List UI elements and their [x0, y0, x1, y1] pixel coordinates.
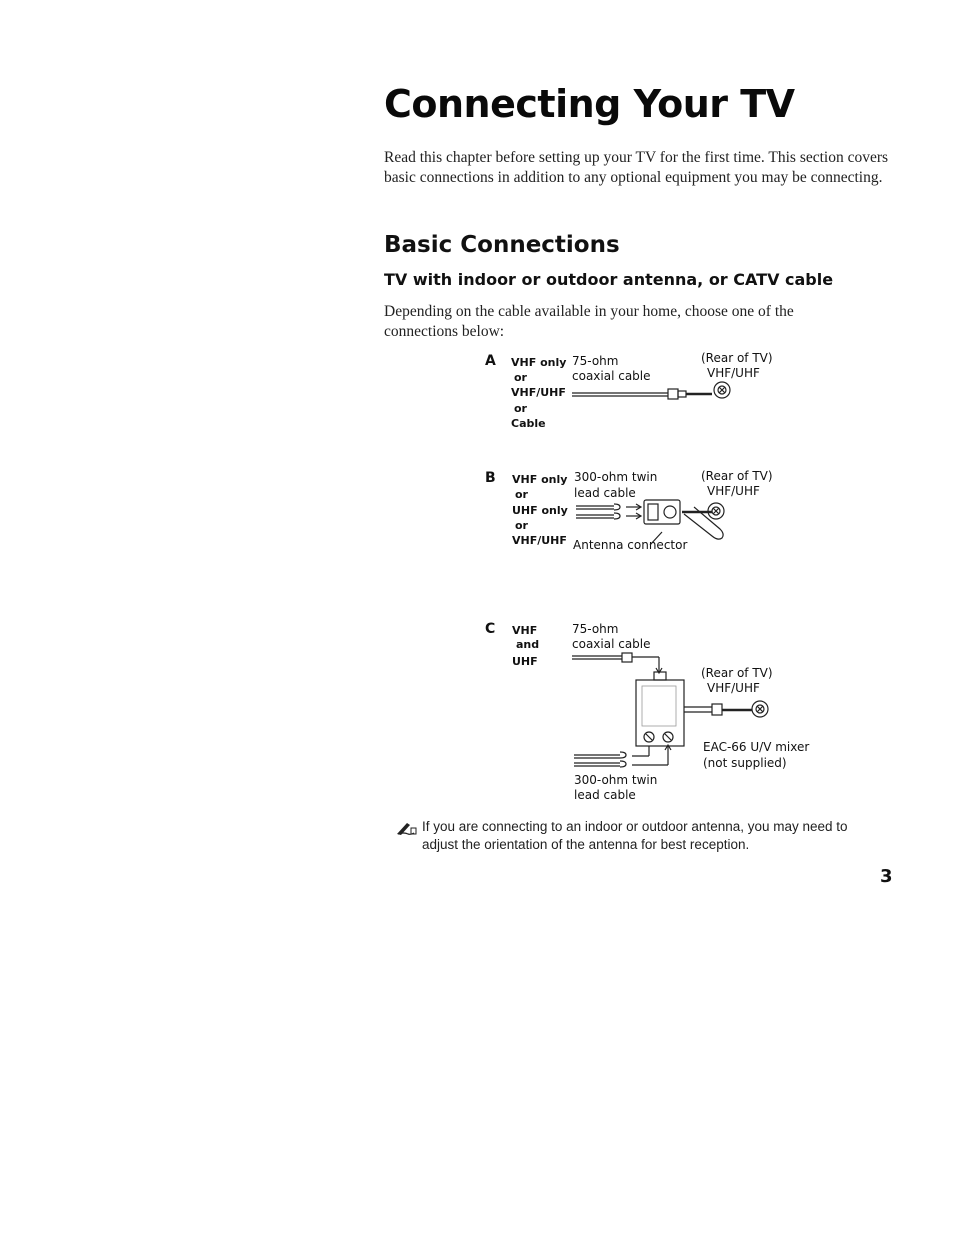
intro-paragraph: Read this chapter before setting up your TV for the first time. This section covers basic connections in addition to any optional equipment you may be connecting. [384, 149, 889, 186]
page-title: Connecting Your TV [384, 82, 795, 126]
diagram-c-letter: C [485, 621, 496, 637]
choose-paragraph: Depending on the cable available in your home, choose one of the connections below: [384, 303, 794, 340]
note-pencil-icon [395, 820, 417, 836]
diagram-c-mixer-label-1: EAC-66 U/V mixer [703, 740, 810, 754]
diagram-b-source-2: or [515, 488, 528, 501]
diagram-c-terminal-icon [752, 701, 768, 717]
diagram-a-letter: A [485, 353, 496, 369]
diagram-b-rear-label: (Rear of TV) [701, 469, 773, 483]
diagram-a-cable-label-2: coaxial cable [572, 369, 651, 383]
diagram-a-source-3: VHF/UHF [511, 386, 566, 399]
diagram-b-source-5: VHF/UHF [512, 534, 567, 547]
diagram-b-source-3: UHF only [512, 504, 568, 517]
section-heading: Basic Connections [384, 232, 620, 258]
diagram-b-source-1: VHF only [512, 473, 568, 486]
diagram-c-twin-label-2: lead cable [574, 788, 636, 802]
diagram-c-terminal-label: VHF/UHF [707, 681, 760, 695]
diagram-b-letter: B [485, 470, 496, 486]
diagram-c-coax-input [572, 653, 662, 673]
diagram-a-source-5: Cable [511, 417, 546, 430]
diagram-a-source-2: or [514, 371, 527, 384]
diagram-b-cable-label-1: 300-ohm twin [574, 470, 658, 484]
diagram-c-twin-lead [574, 745, 671, 767]
page-number: 3 [880, 866, 893, 887]
diagram-b-terminal-label: VHF/UHF [707, 484, 760, 498]
diagram-a-terminal-icon [714, 382, 730, 398]
subsection-heading: TV with indoor or outdoor antenna, or CATV cable [384, 270, 834, 289]
diagram-b-cable-label-2: lead cable [574, 486, 636, 500]
diagram-a-coax-cable [572, 389, 712, 399]
diagram-b-connector-label: Antenna connector [573, 538, 688, 552]
diagram-c-cable-label-2: coaxial cable [572, 637, 651, 651]
diagram-c-twin-label-1: 300-ohm twin [574, 773, 658, 787]
diagram-b-twin-lead [576, 504, 641, 519]
note-text: If you are connecting to an indoor or outdoor antenna, you may need to adjust the orientation of the antenna for best reception. [422, 819, 848, 852]
diagram-b-antenna-connector [644, 500, 723, 545]
diagram-a-rear-label: (Rear of TV) [701, 351, 773, 365]
diagram-a-source-1: VHF only [511, 356, 567, 369]
diagram-c-rear-label: (Rear of TV) [701, 666, 773, 680]
diagram-c-mixer-label-2: (not supplied) [703, 756, 787, 770]
diagram-a-source-4: or [514, 402, 527, 415]
diagram-c-source-2: and [516, 638, 540, 651]
diagram-c-cable-label-1: 75-ohm [572, 622, 619, 636]
diagram-a-cable-label-1: 75-ohm [572, 354, 619, 368]
diagram-a-terminal-label: VHF/UHF [707, 366, 760, 380]
diagram-b-source-4: or [515, 519, 528, 532]
diagram-c-mixer-output [684, 704, 752, 715]
diagram-c-source-1: VHF [512, 624, 538, 637]
diagram-c-source-3: UHF [512, 655, 538, 668]
diagram-c-mixer-box [636, 672, 684, 746]
